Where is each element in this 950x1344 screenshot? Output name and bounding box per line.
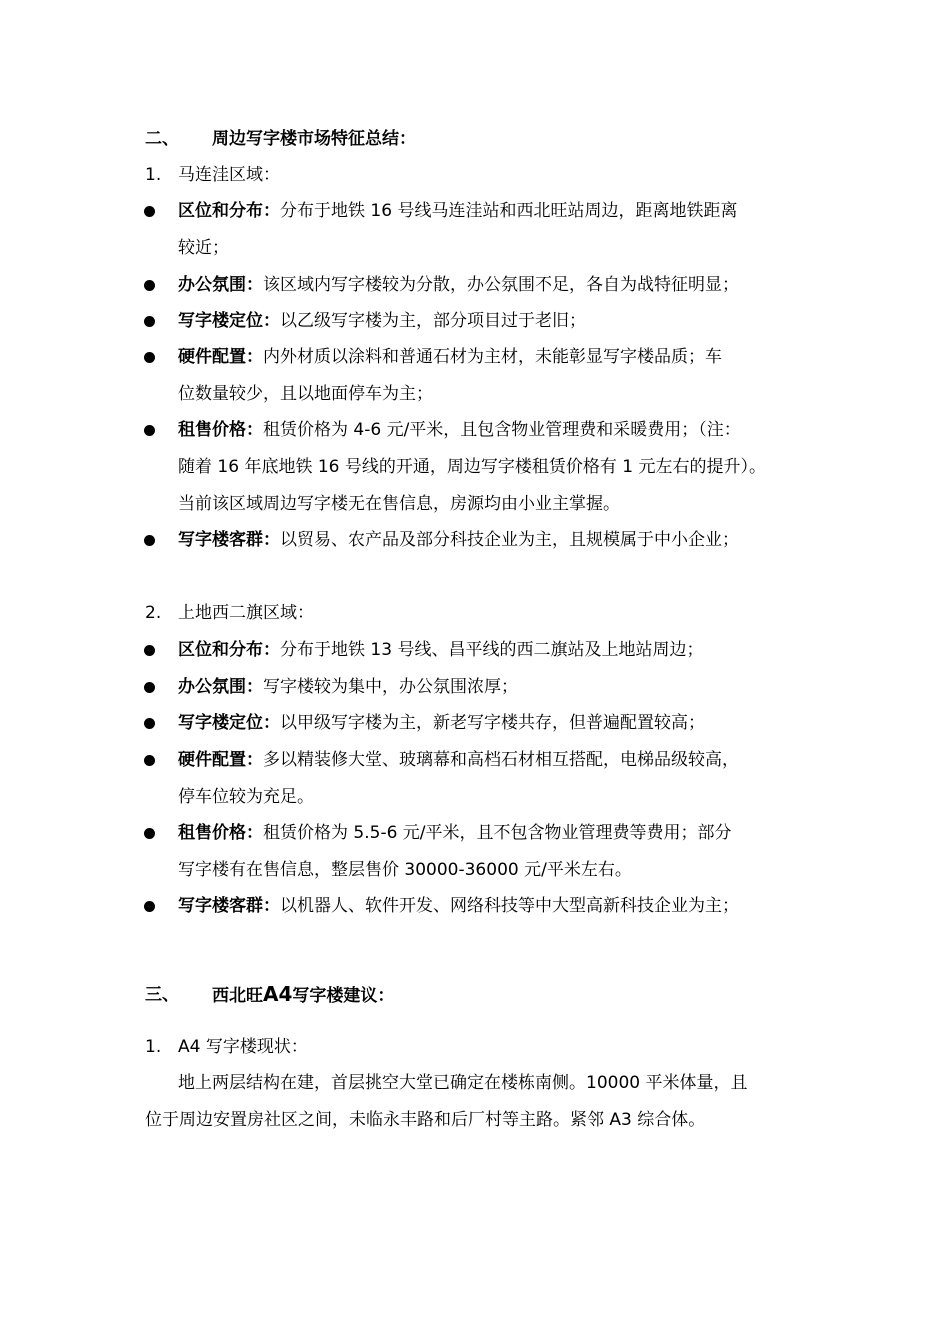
item-label: 租售价格： (178, 823, 263, 843)
item-label: 办公氛围： (178, 275, 263, 295)
paragraph-text: 位于周边安置房社区之间，未临永丰路和后厂村等主路。紧邻 A3 综合体。 (145, 1110, 706, 1130)
bullet-icon (144, 755, 155, 766)
bullet-icon (144, 425, 155, 436)
section-title-pre: 西北旺 (212, 986, 263, 1006)
bullet-icon (144, 206, 155, 217)
section-number: 三、 (145, 985, 179, 1005)
item-label: 硬件配置： (178, 347, 263, 367)
subsection-number: 2. (145, 603, 162, 623)
item-text: 租赁价格为 5.5-6 元/平米，且不包含物业管理费等费用；部分 (263, 823, 732, 843)
paragraph-text: 地上两层结构在建，首层挑空大堂已确定在楼栋南侧。10000 平米体量，且 (178, 1073, 748, 1093)
bullet-icon (144, 535, 155, 546)
item-label: 写字楼定位： (178, 311, 280, 331)
bullet-icon (144, 352, 155, 363)
item-text: 以乙级写字楼为主，部分项目过于老旧； (280, 311, 586, 331)
section-title-code: A4 (263, 982, 293, 1006)
bullet-icon (144, 901, 155, 912)
item-text: 随着 16 年底地铁 16 号线的开通，周边写字楼租赁价格有 1 元左右的提升）。 (178, 457, 767, 477)
item-text: 以机器人、软件开发、网络科技等中大型高新科技企业为主； (280, 896, 739, 916)
item-text: 位数量较少，且以地面停车为主； (178, 384, 433, 404)
subsection-title: A4 写字楼现状： (178, 1037, 308, 1057)
item-text: 分布于地铁 16 号线马连洼站和西北旺站周边，距离地铁距离 (280, 201, 738, 221)
item-label: 办公氛围： (178, 677, 263, 697)
bullet-icon (144, 718, 155, 729)
section-title-post: 写字楼建议： (292, 986, 395, 1006)
item-text: 分布于地铁 13 号线、昌平线的西二旗站及上地站周边； (280, 640, 704, 660)
subsection-title: 马连洼区域： (178, 165, 280, 185)
item-text: 以甲级写字楼为主，新老写字楼共存，但普遍配置较高； (280, 713, 705, 733)
item-label: 写字楼客群： (178, 530, 280, 550)
bullet-icon (144, 828, 155, 839)
item-label: 写字楼定位： (178, 713, 280, 733)
item-text: 写字楼较为集中，办公氛围浓厚； (263, 677, 518, 697)
item-text: 多以精装修大堂、玻璃幕和高档石材相互搭配，电梯品级较高， (263, 750, 739, 770)
item-text: 较近； (178, 238, 229, 258)
subsection-number: 1. (145, 1037, 162, 1057)
section-number: 二、 (145, 129, 179, 149)
item-text: 该区域内写字楼较为分散，办公氛围不足，各自为战特征明显； (263, 275, 739, 295)
item-label: 硬件配置： (178, 750, 263, 770)
item-text: 停车位较为充足。 (178, 787, 314, 807)
bullet-icon (144, 645, 155, 656)
bullet-icon (144, 280, 155, 291)
item-label: 租售价格： (178, 420, 263, 440)
section-title: 周边写字楼市场特征总结： (212, 129, 416, 149)
subsection-number: 1. (145, 165, 162, 185)
item-text: 当前该区域周边写字楼无在售信息，房源均由小业主掌握。 (178, 494, 620, 514)
subsection-title: 上地西二旗区域： (178, 603, 314, 623)
item-text: 内外材质以涂料和普通石材为主材，未能彰显写字楼品质；车 (263, 347, 722, 367)
item-text: 租赁价格为 4-6 元/平米，且包含物业管理费和采暖费用；（注： (263, 420, 741, 440)
item-text: 以贸易、农产品及部分科技企业为主，且规模属于中小企业； (280, 530, 739, 550)
item-text: 写字楼有在售信息，整层售价 30000-36000 元/平米左右。 (178, 860, 632, 880)
item-label: 写字楼客群： (178, 896, 280, 916)
item-label: 区位和分布： (178, 201, 280, 221)
item-label: 区位和分布： (178, 640, 280, 660)
bullet-icon (144, 682, 155, 693)
bullet-icon (144, 316, 155, 327)
